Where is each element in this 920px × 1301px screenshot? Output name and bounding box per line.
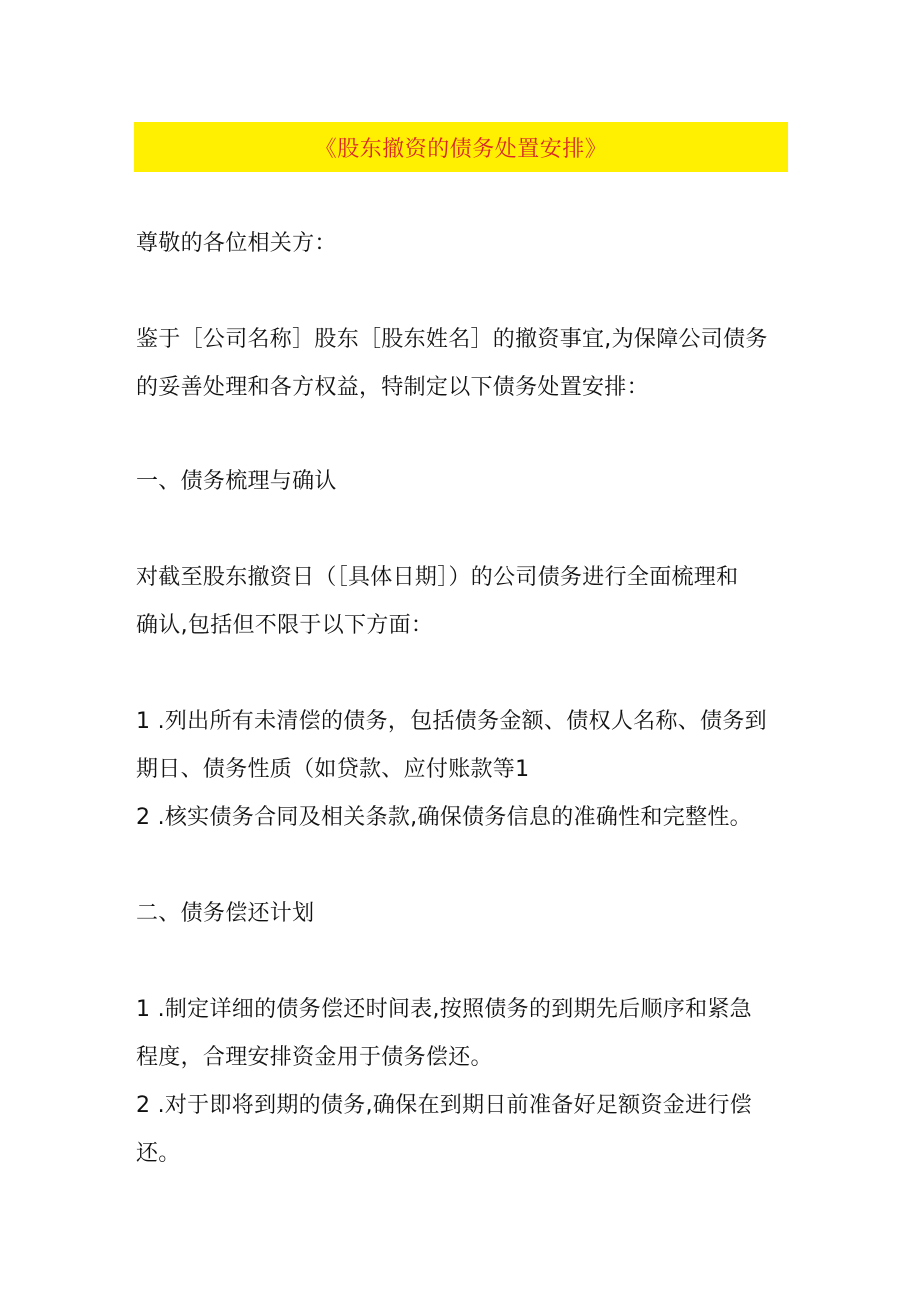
section-heading-1: 一、债务梳理与确认: [136, 469, 337, 494]
section-1-item-1-line-2: 期日、债务性质（如贷款、应付账款等1: [136, 757, 530, 782]
section-2-item-2-line-2: 还。: [136, 1141, 181, 1166]
section-heading-2: 二、债务偿还计划: [136, 901, 315, 926]
section-1-item-1-line-1: 1 .列出所有未清偿的债务，包括债务金额、债权人名称、债务到: [136, 709, 767, 734]
section-2-item-1-line-2: 程度，合理安排资金用于债务偿还。: [136, 1045, 493, 1070]
intro-line-2: 的妥善处理和各方权益，特制定以下债务处置安排：: [136, 375, 649, 400]
section-1-para-line-2: 确认,包括但不限于以下方面：: [136, 613, 434, 638]
salutation: 尊敬的各位相关方：: [136, 231, 337, 256]
intro-line-1: 鉴于［公司名称］股东［股东姓名］的撤资事宜,为保障公司债务: [136, 327, 768, 352]
document-title: 《股东撤资的债务处置安排》: [314, 136, 608, 162]
title-banner: [134, 122, 788, 172]
section-1-item-2: 2 .核实债务合同及相关条款,确保债务信息的准确性和完整性。: [136, 805, 752, 830]
section-2-item-2-line-1: 2 .对于即将到期的债务,确保在到期日前准备好足额资金进行偿: [136, 1093, 752, 1118]
section-2-item-1-line-1: 1 .制定详细的债务偿还时间表,按照债务的到期先后顺序和紧急: [136, 997, 752, 1022]
section-1-para-line-1: 对截至股东撤资日（［具体日期］）的公司债务进行全面梳理和: [136, 565, 739, 590]
